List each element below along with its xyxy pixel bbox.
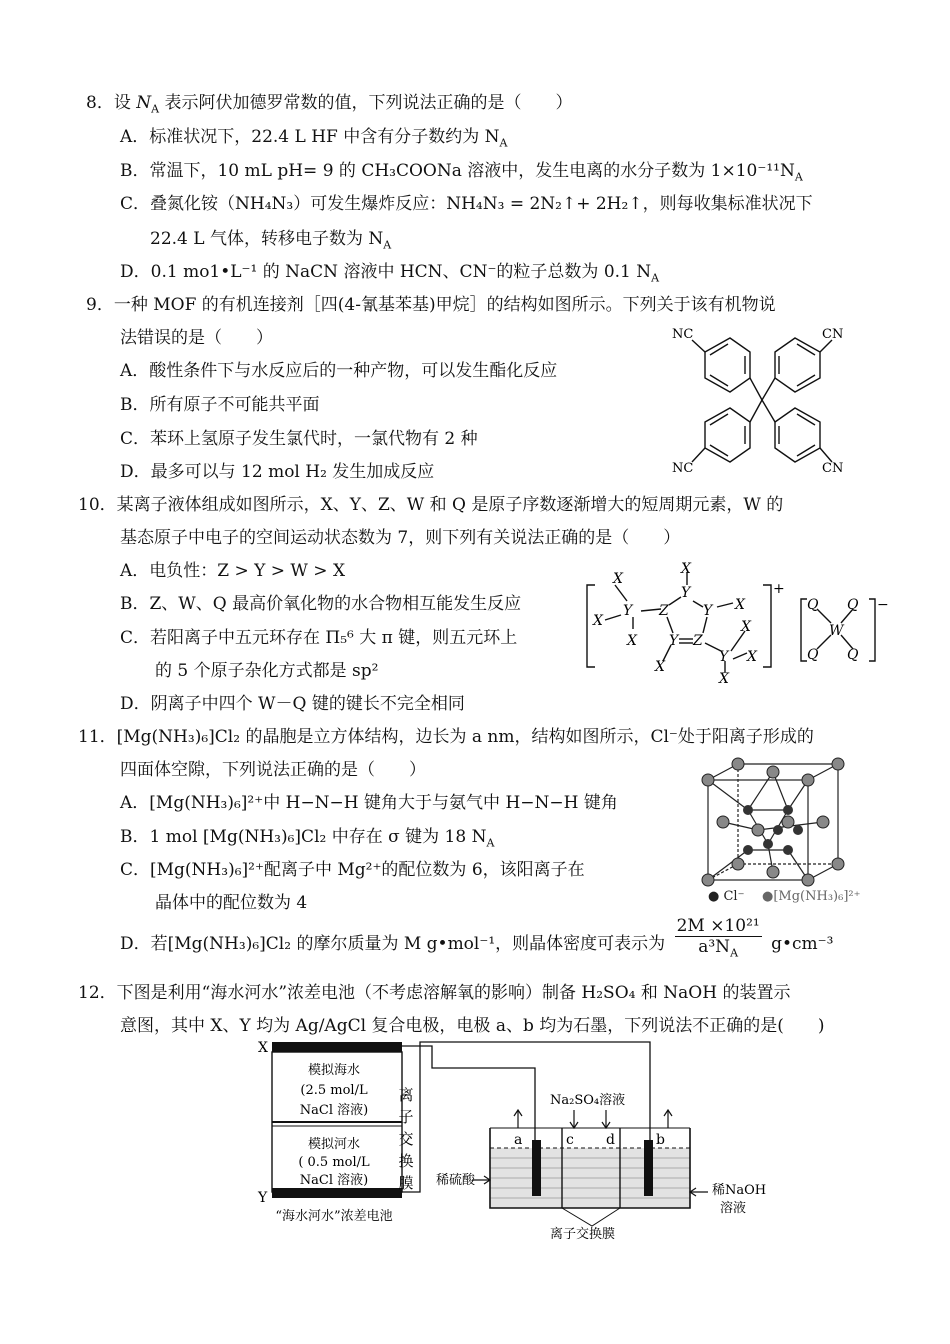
- q8-option-b: B．常温下，10 mL pH= 9 的 CH₃COONa 溶液中，发生电离的水分子数为 $1\times 10^{-11}N_A$: [120, 161, 803, 184]
- electrode-x-label: X: [258, 1040, 268, 1056]
- crystal-cell-figure: [690, 758, 870, 908]
- q9-option-d: D．最多可以与 12 mol H₂ 发生加成反应: [120, 462, 435, 482]
- chamber-c-label: c: [566, 1132, 574, 1148]
- atom-q: Q: [847, 647, 859, 663]
- atom-q: Q: [807, 647, 819, 663]
- q12-stem: 12．下图是利用“海水河水”浓差电池（不考虑溶解氧的影响）制备 H₂SO₄ 和 NaOH 的装置示: [78, 983, 791, 1003]
- atom-x: X: [593, 613, 603, 629]
- atom-z: Z: [659, 603, 669, 619]
- q10-option-c: C．若阳离子中五元环存在 Π₅⁶ 大 π 键，则五元环上: [120, 628, 518, 648]
- atom-x: X: [681, 561, 691, 577]
- electrode-a-label: a: [514, 1132, 523, 1148]
- q9-option-b: B．所有原子不可能共平面: [120, 395, 320, 415]
- membrane-vertical-char: 交: [398, 1130, 414, 1148]
- dilute-naoh-label-cont: 溶液: [720, 1201, 747, 1216]
- charge-plus: +: [773, 581, 785, 597]
- q8-option-c-cont: 22.4 L 气体，转移电子数为 $N_A$: [150, 229, 392, 252]
- sodium-sulfate-label: Na₂SO₄溶液: [550, 1093, 626, 1108]
- q10-option-c-cont: 的 5 个原子杂化方式都是 sp²: [155, 661, 379, 681]
- atom-q: Q: [847, 597, 859, 613]
- membrane-vertical-char: 换: [398, 1152, 414, 1170]
- atom-x: X: [741, 619, 751, 635]
- membrane-vertical-char: 离: [398, 1086, 414, 1104]
- membrane-vertical-char: 膜: [398, 1174, 414, 1192]
- electrolysis-tank: [472, 1110, 708, 1226]
- seawater-conc: (2.5 mol/L: [300, 1083, 368, 1098]
- electrode-y-label: Y: [258, 1190, 268, 1206]
- battery-caption: “海水河水”浓差电池: [275, 1209, 393, 1224]
- atom-x: X: [627, 633, 637, 649]
- cn-label: CN: [822, 461, 844, 476]
- atom-y: Y: [703, 603, 713, 619]
- q10-option-a: A．电负性：Z > Y > W > X: [120, 561, 346, 581]
- q11-stem-cont: 四面体空隙，下列说法正确的是（ ）: [120, 760, 426, 780]
- seawater-solution: NaCl 溶液): [299, 1103, 369, 1118]
- membrane-vertical-char: 子: [398, 1108, 414, 1126]
- atom-z: Z: [693, 633, 703, 649]
- seawater-label: 模拟海水: [307, 1063, 361, 1078]
- atom-x: X: [735, 597, 745, 613]
- q8-option-a: A．标准状况下，22.4 L HF 中含有分子数约为 $N_A$: [120, 127, 508, 150]
- q11-option-c: C．[Mg(NH₃)₆]²⁺配离子中 Mg²⁺的配位数为 6，该阳离子在: [120, 860, 585, 880]
- legend-mg-complex: ●[Mg(NH₃)₆]²⁺: [762, 889, 861, 904]
- q11-stem: 11．[Mg(NH₃)₆]Cl₂ 的晶胞是立方体结构，边长为 a nm，结构如图所示，Cl⁻处于阳离子形成的: [78, 727, 814, 747]
- charge-minus: −: [877, 597, 889, 613]
- atom-q: Q: [807, 597, 819, 613]
- q10-stem-cont: 基态原子中电子的空间运动状态数为 7，则下列有关说法正确的是（ ）: [120, 528, 681, 548]
- atom-x: X: [747, 649, 757, 665]
- concentration-cell-apparatus: [250, 1040, 790, 1240]
- legend-cl: ● Cl⁻: [708, 889, 745, 904]
- q11-option-c-cont: 晶体中的配位数为 4: [155, 893, 308, 913]
- q9-option-a: A．酸性条件下与水反应后的一种产物，可以发生酯化反应: [120, 361, 558, 381]
- atom-w: W: [829, 623, 844, 639]
- ion-exchange-membrane-caption: 离子交换膜: [550, 1227, 616, 1242]
- nc-label: NC: [672, 461, 694, 476]
- riverwater-conc: ( 0.5 mol/L: [298, 1155, 370, 1170]
- atom-y: Y: [681, 585, 691, 601]
- q10-stem: 10．某离子液体组成如图所示，X、Y、Z、W 和 Q 是原子序数逐渐增大的短周期元素，W 的: [78, 495, 784, 515]
- q9-stem-cont: 法错误的是（ ）: [120, 328, 273, 348]
- q11-option-a: A．[Mg(NH₃)₆]²⁺中 H−N−H 键角大于与氨气中 H−N−H 键角: [120, 793, 618, 813]
- q9-option-c: C．苯环上氢原子发生氯代时，一氯代物有 2 种: [120, 429, 478, 449]
- q8-option-c: C．叠氮化铵（NH₄N₃）可发生爆炸反应：NH₄N₃ = 2N₂↑+ 2H₂↑，则每收集标准状况下: [120, 194, 813, 214]
- tetra-cyanophenyl-methane-structure: [660, 322, 850, 482]
- q8-option-d: D．0.1 mo1•L⁻¹ 的 NaCN 溶液中 HCN、CN⁻的粒子总数为 0.1 $N_A$: [120, 262, 660, 285]
- q11-option-d: D．若[Mg(NH₃)₆]Cl₂ 的摩尔质量为 M g•mol⁻¹，则晶体密度可表示为 $\frac{\text{2M ×10²¹}}{a^3N_A}$ g•cm⁻³: [120, 916, 834, 960]
- atom-x: X: [613, 571, 623, 587]
- atom-x: X: [655, 659, 665, 675]
- chamber-d-label: d: [606, 1132, 615, 1148]
- atom-y: Y: [623, 603, 633, 619]
- q11-option-b: B．1 mol [Mg(NH₃)₆]Cl₂ 中存在 σ 键为 18 $N_A$: [120, 827, 495, 850]
- dilute-sulfuric-acid-label: 稀硫酸: [436, 1173, 476, 1188]
- density-fraction: $\frac{\text{2M ×10²¹}}{a^3N_A}$: [676, 916, 760, 960]
- nc-label: NC: [672, 327, 694, 342]
- ionic-liquid-structure: [585, 561, 890, 687]
- atom-y: Y: [719, 649, 729, 665]
- atom-x: X: [719, 671, 729, 687]
- q12-stem-cont: 意图，其中 X、Y 均为 Ag/AgCl 复合电极，电极 a、b 均为石墨，下列说法不正确的是( ): [120, 1016, 825, 1036]
- q9-stem: 9．一种 MOF 的有机连接剂［四(4-氰基苯基)甲烷］的结构如图所示。下列关于该有机物说: [86, 295, 776, 315]
- atom-y: Y: [669, 633, 679, 649]
- q10-option-b: B．Z、W、Q 最高价氧化物的水合物相互能发生反应: [120, 594, 522, 614]
- q8-stem: 8．设 $N_A$ 表示阿伏加德罗常数的值，下列说法正确的是（ ）: [86, 93, 573, 116]
- electrode-b-label: b: [656, 1132, 665, 1148]
- q10-option-d: D．阴离子中四个 W－Q 键的键长不完全相同: [120, 694, 465, 714]
- riverwater-solution: NaCl 溶液): [299, 1173, 369, 1188]
- riverwater-label: 模拟河水: [307, 1137, 361, 1152]
- cn-label: CN: [822, 327, 844, 342]
- dilute-naoh-label: 稀NaOH: [712, 1183, 767, 1198]
